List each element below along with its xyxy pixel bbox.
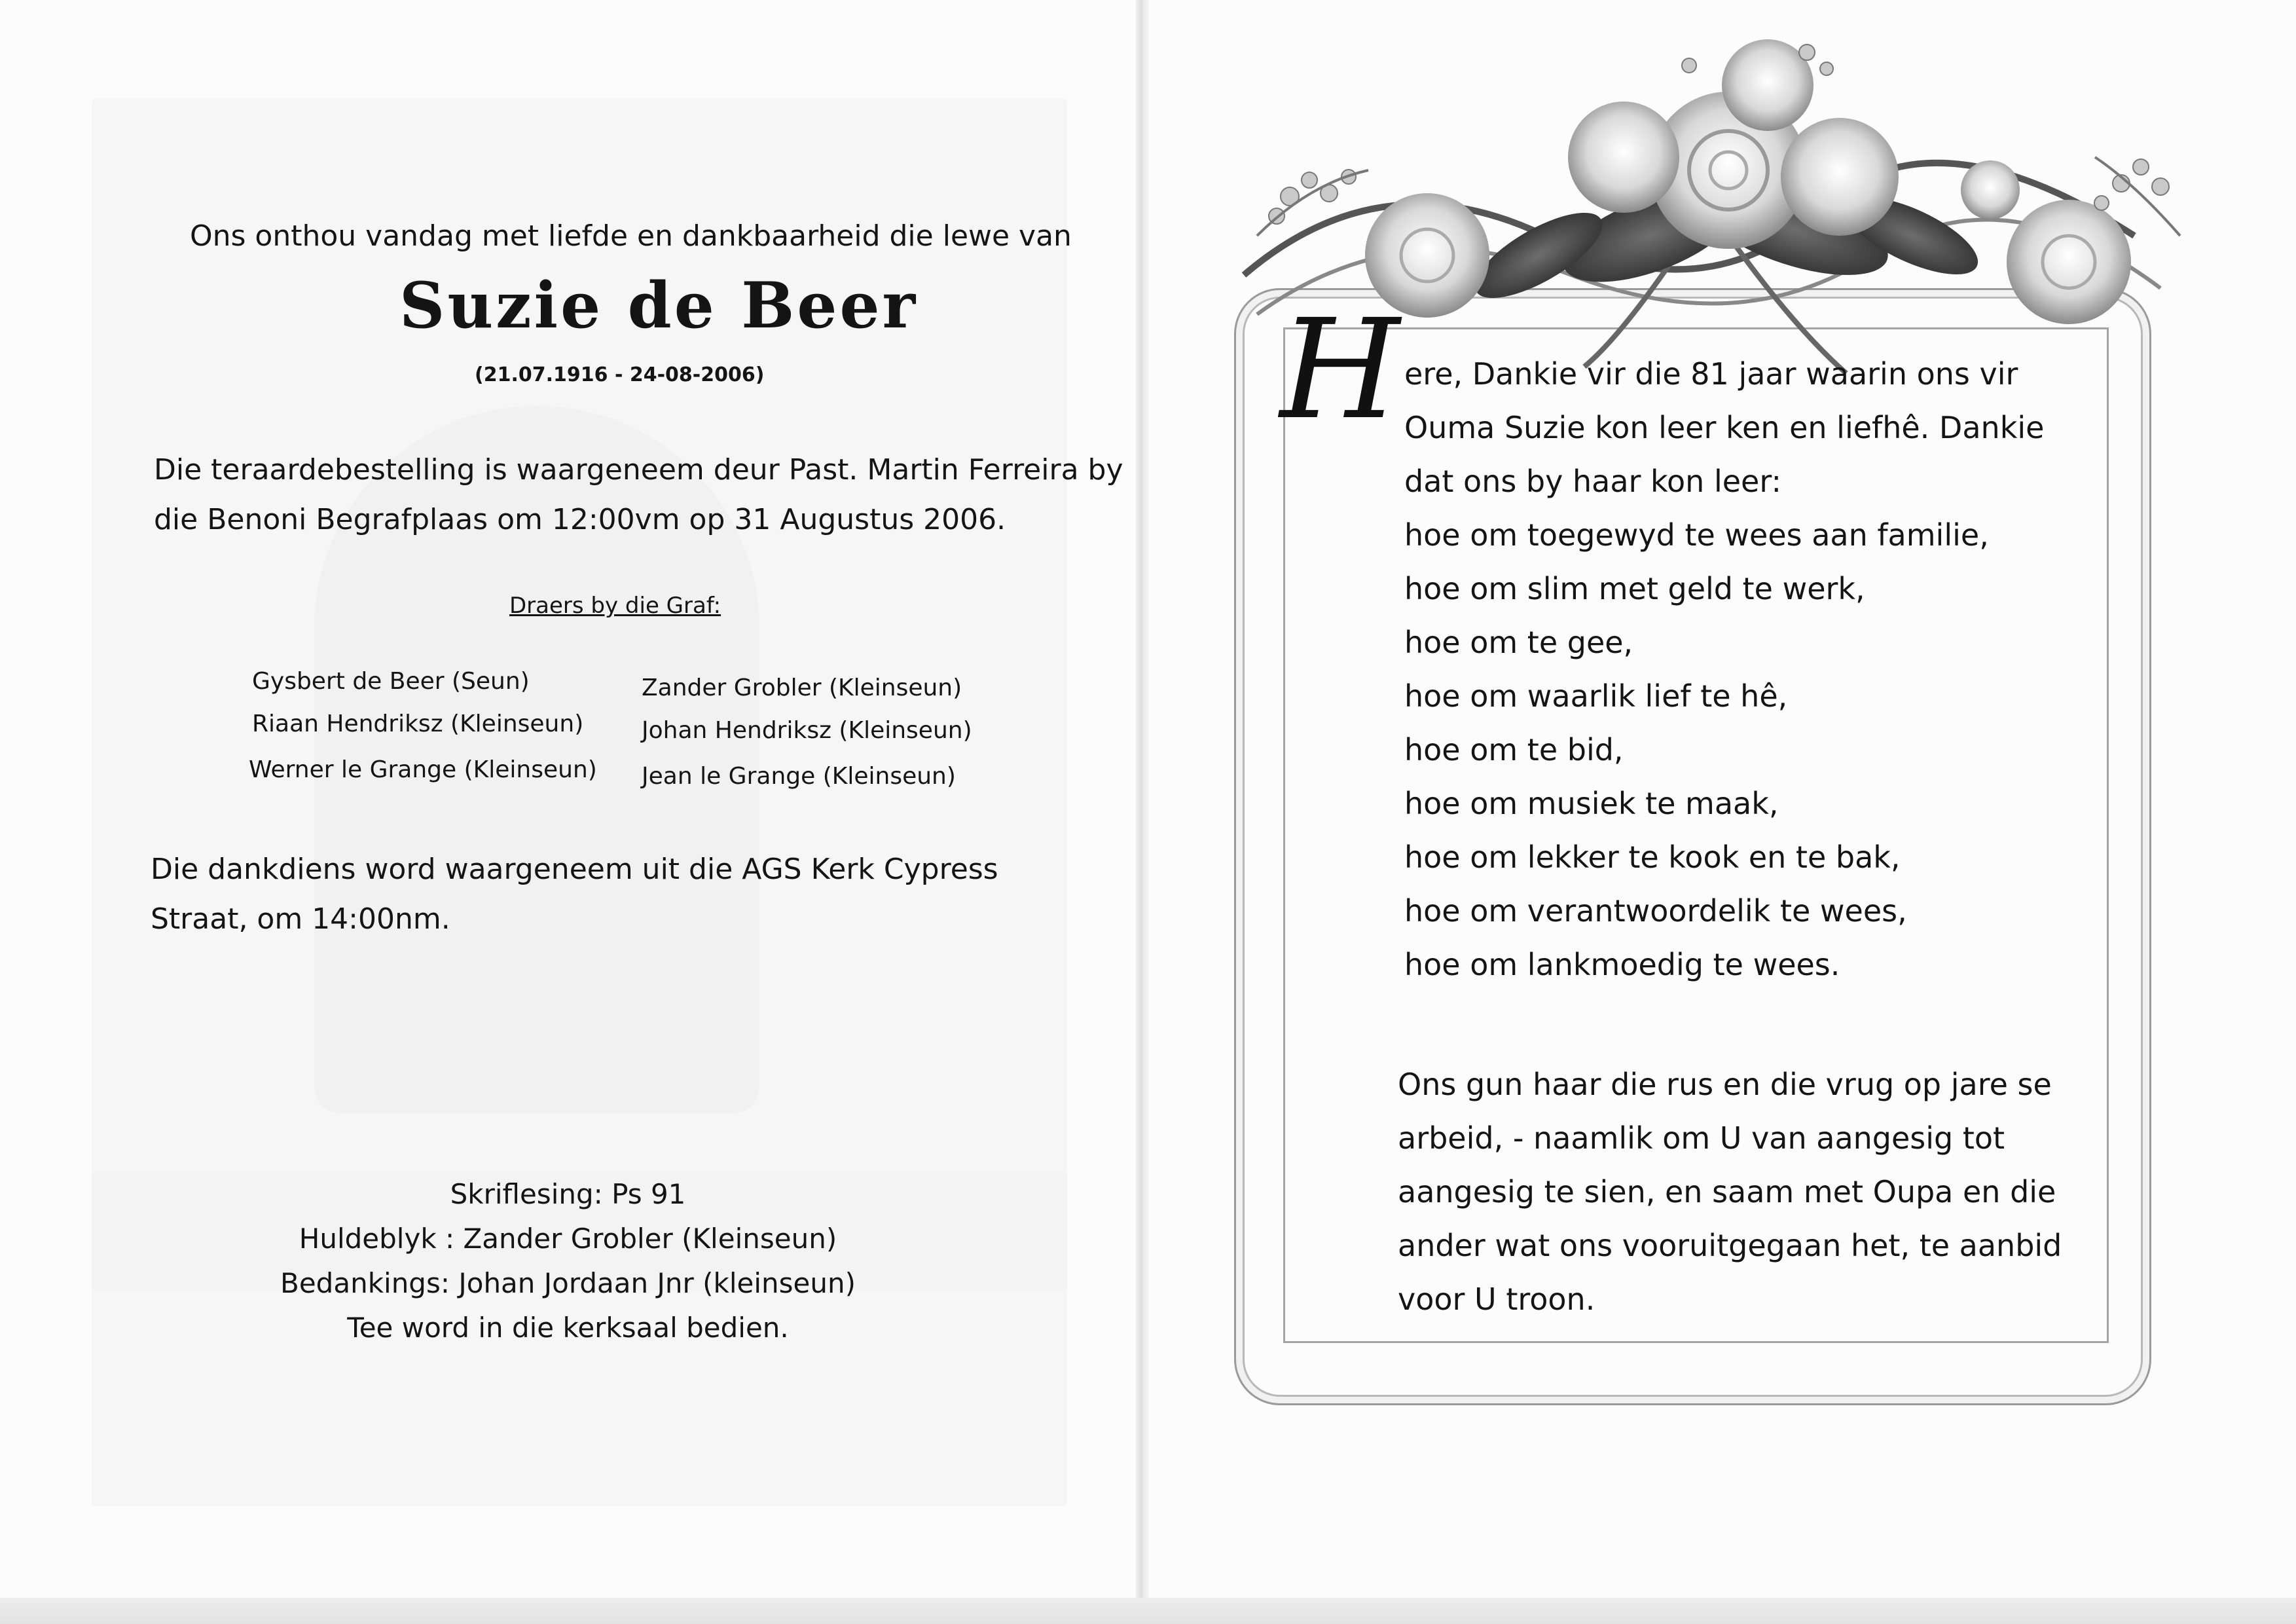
thanksgiving-poem (1404, 347, 2044, 991)
service-line: Straat, om 14:00nm. (151, 902, 450, 936)
poem-line: hoe om lekker te kook en te bak, (1404, 840, 1901, 875)
service-line: Die dankdiens word waargeneem uit die AGS Kerk Cypress (151, 853, 998, 886)
bearer-item: Jean le Grange (Kleinseun) (642, 763, 956, 790)
bearer-item: Riaan Hendriksz (Kleinseun) (252, 710, 584, 737)
poem-line: hoe om te bid, (1404, 732, 1624, 767)
blessing-line: ander wat ons vooruitgegaan het, te aanbid (1398, 1228, 2062, 1263)
service-details (151, 845, 998, 944)
poem-line: hoe om te gee, (1404, 625, 1633, 660)
bearers-heading: Draers by die Graf: (509, 593, 721, 619)
blessing-line: voor U troon. (1398, 1282, 1595, 1317)
burial-line: die Benoni Begrafplaas om 12:00vm op 31 Augustus 2006. (154, 503, 1006, 536)
poem-line: hoe om toegewyd te wees aan familie, (1404, 517, 1989, 553)
poem-line: hoe om verantwoordelik te wees, (1404, 893, 1907, 929)
blessing-line: aangesig te sien, en saam met Oupa en die (1398, 1174, 2056, 1209)
burial-details (154, 445, 1123, 545)
poem-line: hoe om lankmoedig te wees. (1404, 947, 1840, 982)
page-fold (1136, 0, 1149, 1598)
intro-text: Ons onthou vandag met liefde en dankbaarheid die lewe van (190, 219, 1072, 253)
poem-line: ere, Dankie vir die 81 jaar waarin ons vir (1404, 356, 2018, 392)
program-line: Huldeblyk : Zander Grobler (Kleinseun) (299, 1223, 837, 1255)
scan-edge (0, 1598, 2296, 1624)
poem-line: hoe om musiek te maak, (1404, 786, 1779, 821)
program-details (0, 1172, 1136, 1350)
poem-line: hoe om slim met geld te werk, (1404, 571, 1865, 606)
drop-cap-letter: H (1280, 289, 1400, 450)
blessing-paragraph (1398, 1058, 2062, 1326)
poem-line: Ouma Suzie kon leer ken en liefhê. Dankie (1404, 410, 2045, 445)
life-dates: (21.07.1916 - 24-08-2006) (475, 363, 765, 386)
poem-line: hoe om waarlik lief te hê, (1404, 678, 1788, 714)
bearer-item: Zander Grobler (Kleinseun) (642, 674, 962, 701)
program-line: Skriflesing: Ps 91 (450, 1178, 686, 1210)
burial-line: Die teraardebestelling is waargeneem deur Past. Martin Ferreira by (154, 453, 1123, 487)
bearer-item: Werner le Grange (Kleinseun) (249, 756, 597, 783)
program-line: Bedankings: Johan Jordaan Jnr (kleinseun) (280, 1267, 856, 1299)
bearer-item: Johan Hendriksz (Kleinseun) (642, 717, 972, 744)
blessing-line: Ons gun haar die rus en die vrug op jare se (1398, 1067, 2052, 1102)
program-line: Tee word in die kerksaal bedien. (347, 1312, 789, 1344)
bearer-item: Gysbert de Beer (Seun) (252, 668, 530, 695)
poem-line: dat ons by haar kon leer: (1404, 464, 1781, 499)
deceased-name: Suzie de Beer (399, 268, 919, 342)
blessing-line: arbeid, - naamlik om U van aangesig tot (1398, 1120, 2005, 1156)
